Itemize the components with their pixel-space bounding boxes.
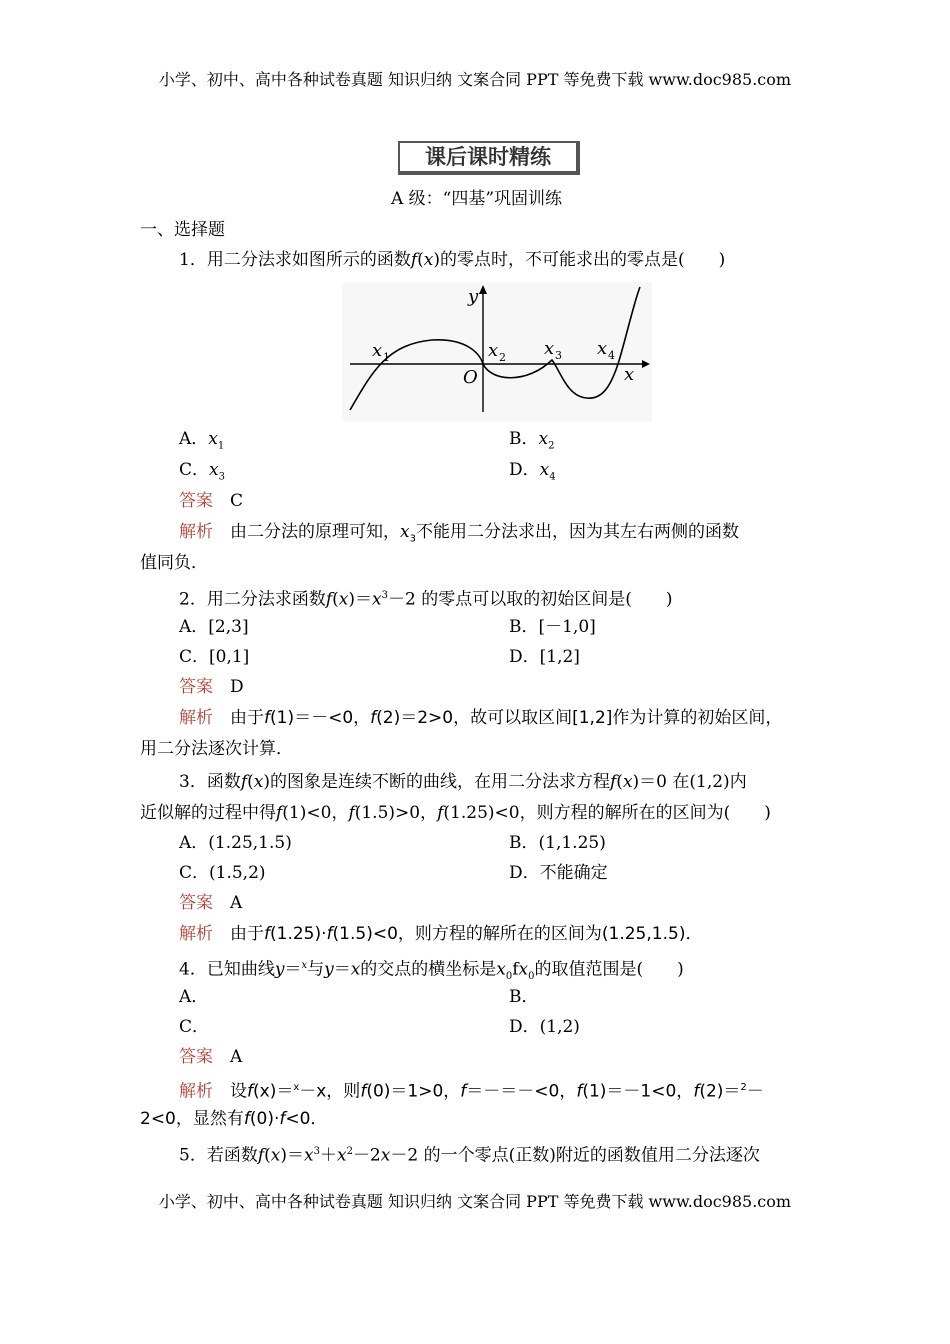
q1-solution-line1: 解析 由二分法的原理可知，$x_3$不能用二分法求出，因为其左右两侧的函数 (179, 522, 739, 545)
q2-solution-line1: 解析 由于f(1)＝－<0，f(2)＝2>0，故可以取区间[1,2]作为计算的初始区间， (179, 708, 783, 728)
page-header: 小学、初中、高中各种试卷真题 知识归纳 文案合同 PPT 等免费下载 www.doc985.com (158, 70, 792, 89)
q4-answer: 答案 A (179, 1047, 243, 1067)
question-4-text: 4．已知曲线y＝$^x$与y＝x的交点的横坐标是$x_0fx_0$的取值范围是( ) (179, 959, 684, 983)
x3-label: x (544, 338, 555, 359)
x3-subscript: 3 (555, 349, 562, 362)
origin-label: O (463, 367, 478, 388)
q3-option-b: B．(1,1.25) (509, 833, 606, 853)
q2-option-d: D．[1,2] (509, 647, 580, 667)
q4-option-b: B． (509, 987, 539, 1007)
q2-option-a: A．[2,3] (179, 617, 249, 637)
x4-subscript: 4 (608, 349, 615, 362)
x2-label: x (488, 340, 499, 361)
q3-option-d: D．不能确定 (509, 863, 608, 883)
question-5-text: 5．若函数$f(x)=x^3+x^2-2x-2$ 的一个零点(正数)附近的函数值用二分法逐次 (179, 1145, 760, 1166)
x4-label: x (597, 338, 608, 359)
q4-option-d: D．(1,2) (509, 1017, 580, 1037)
q2-solution-line2: 用二分法逐次计算． (140, 739, 293, 759)
section-title: 课后课时精练 (398, 141, 580, 175)
y-label: y (468, 286, 479, 307)
section-heading: 一、选择题 (140, 220, 225, 240)
q3-option-c: C．(1.5,2) (179, 863, 266, 883)
q1-answer: 答案 C (179, 491, 244, 511)
x1-subscript: 1 (383, 351, 390, 364)
x-label: x (624, 364, 635, 385)
question-3-line2: 近似解的过程中得f(1)<0，f(1.5)>0，f(1.25)<0，则方程的解所在的区间为( ) (140, 803, 771, 823)
q1-solution-line2: 值同负． (140, 553, 208, 573)
q2-option-b: B．[－1,0] (509, 617, 596, 637)
q1-option-a: A．$x_1$ (179, 429, 225, 452)
q1-option-b: B．$x_2$ (509, 429, 555, 452)
level-heading: A 级：“四基”巩固训练 (391, 189, 563, 209)
q2-option-c: C．[0,1] (179, 647, 250, 667)
x1-label: x (372, 340, 383, 361)
q4-solution-line1: 解析 设f(x)＝$^x$－x，则f(0)＝1>0，f＝－＝－<0，f(1)＝－1<0，f(2)＝$^2$－ (179, 1081, 764, 1102)
question-1-text: 1．用二分法求如图所示的函数f(x)的零点时，不可能求出的零点是( ) (179, 250, 726, 270)
function-graph (342, 282, 652, 422)
q3-answer: 答案 A (179, 893, 243, 913)
page-footer: 小学、初中、高中各种试卷真题 知识归纳 文案合同 PPT 等免费下载 www.doc985.com (158, 1192, 792, 1211)
q4-solution-line2: 2<0，显然有f(0)·f<0． (140, 1109, 328, 1129)
x2-subscript: 2 (499, 351, 506, 364)
q1-option-c: C．$x_3$ (179, 460, 225, 483)
q3-solution: 解析 由于f(1.25)·f(1.5)<0，则方程的解所在的区间为(1.25,1.5)． (179, 924, 703, 944)
q2-answer: 答案 D (179, 677, 244, 697)
q4-option-c: C． (179, 1017, 210, 1037)
q3-option-a: A．(1.25,1.5) (179, 833, 292, 853)
q4-option-a: A． (179, 987, 209, 1007)
question-2-text: 2．用二分法求函数$f(x)=x^3-2$ 的零点可以取的初始区间是( ) (179, 589, 673, 610)
q1-option-d: D．$x_4$ (509, 460, 556, 483)
question-3-line1: 3．函数f(x)的图象是连续不断的曲线，在用二分法求方程f(x)＝0 在(1,2)内 (179, 772, 747, 792)
